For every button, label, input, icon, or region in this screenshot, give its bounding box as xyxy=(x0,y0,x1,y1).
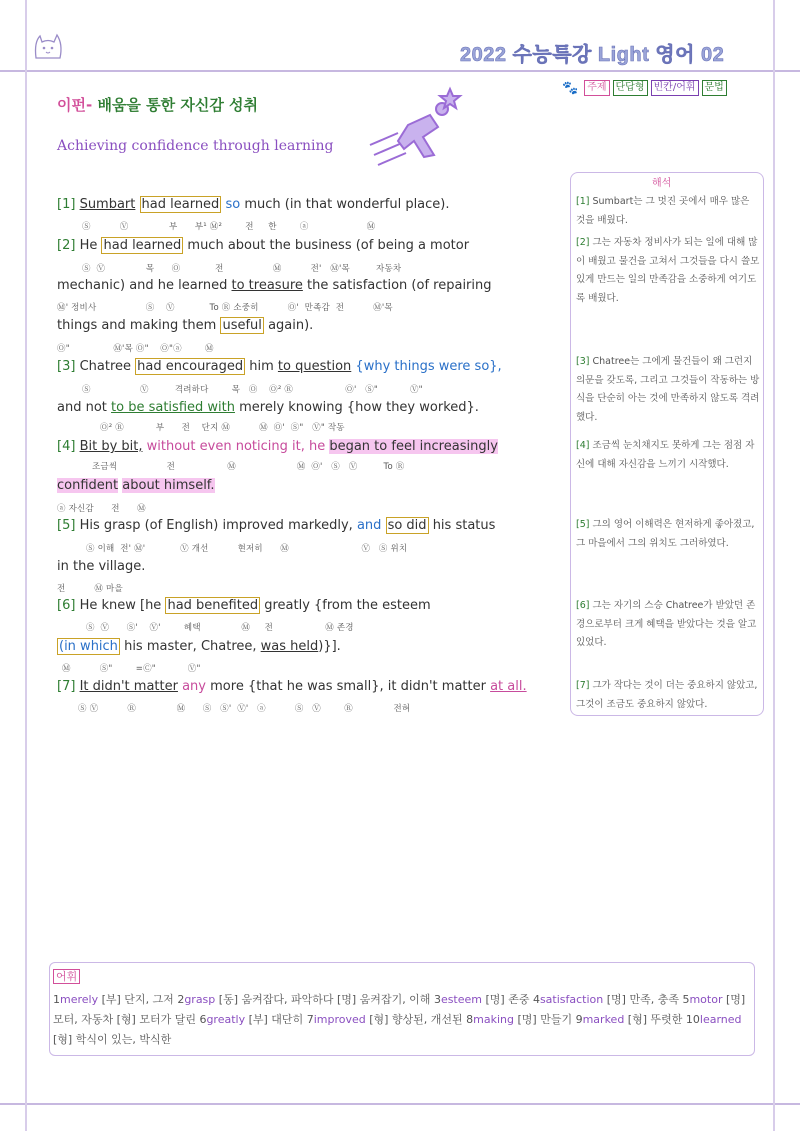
annotation: Ⓞ" Ⓜ'목 Ⓞ" Ⓞ"ⓐ Ⓜ xyxy=(57,344,214,354)
sentence-4-cont xyxy=(57,478,215,493)
verb-box: had learned xyxy=(103,238,182,253)
phrase: Bit by bit, xyxy=(79,439,143,454)
vocab-word: marked xyxy=(582,1013,625,1026)
annotation: Ⓜ Ⓢ" =Ⓒ" Ⓥ" xyxy=(62,664,201,674)
phrase: his master, Chatree, xyxy=(124,639,257,654)
vocab-item xyxy=(199,1013,306,1026)
vocab-item xyxy=(53,993,177,1006)
phrase: in the village. xyxy=(57,559,146,574)
title-korean: 배움을 통한 자신감 성취 xyxy=(97,96,259,114)
phrase: more {that he was small}, it didn't matter xyxy=(210,679,486,694)
phrase: merely knowing {how they worked}. xyxy=(239,400,479,415)
phrase: He knew [he xyxy=(79,598,162,613)
vocab-definition: [형] 뚜렷한 xyxy=(624,1013,686,1026)
translation-1: [1] Sumbart는 그 멋진 곳에서 매우 많은 것을 배웠다. xyxy=(576,196,750,226)
tag-grammar[interactable]: 문법 xyxy=(702,80,727,96)
annotation: Ⓜ' 정비사 Ⓢ Ⓥ To Ⓡ 소중히 Ⓞ' 만족감 전 Ⓜ'목 xyxy=(57,303,393,313)
sentence-4 xyxy=(57,439,498,454)
phrase: much about the business (of being a motor xyxy=(187,238,470,253)
phrase: greatly {from the esteem xyxy=(264,598,431,613)
annotation: Ⓢ Ⓥ 격려하다 목 Ⓞ Ⓞ² Ⓡ Ⓞ' Ⓢ" Ⓥ" xyxy=(82,385,423,395)
annotation: ⓐ 자신감 전 Ⓜ xyxy=(57,504,146,514)
vocab-definition: [명] 만들기 xyxy=(514,1013,576,1026)
phrase: )}]. xyxy=(318,639,341,654)
vocabulary-title: 어휘 xyxy=(53,969,80,984)
vocab-definition: [동] 움켜잡다, 파악하다 [명] 움켜잡기, 이해 xyxy=(215,993,434,1006)
vocab-definition: [명] 만족, 충족 xyxy=(603,993,683,1006)
phrase: at all. xyxy=(490,679,527,694)
vocab-word: greatly xyxy=(206,1013,246,1026)
vocab-definition: [부] 대단히 xyxy=(245,1013,307,1026)
sentence-2-cont xyxy=(57,278,492,293)
object: him xyxy=(249,359,274,374)
vocab-number: 8 xyxy=(466,1013,474,1026)
phrase: again). xyxy=(268,318,314,333)
verb-box: had benefited xyxy=(167,598,259,613)
vocab-number: 6 xyxy=(199,1013,207,1026)
vocab-number: 2 xyxy=(177,993,185,1006)
phrase: much (in that wonderful place). xyxy=(244,197,450,212)
conjunction: and xyxy=(356,518,382,533)
sentence-3 xyxy=(57,359,502,374)
vocabulary-list xyxy=(53,990,751,1050)
running-figure-icon xyxy=(368,85,468,175)
sentence-3-cont xyxy=(57,400,479,415)
phrase: and not xyxy=(57,400,107,415)
tag-row xyxy=(562,80,727,96)
subject: Chatree xyxy=(79,359,131,374)
cat-logo-icon xyxy=(30,28,66,64)
translation-4: [4] 조금씩 눈치채지도 못하게 그는 점점 자신에 대해 자신감을 느끼기 시작했다. xyxy=(576,440,755,470)
to-infinitive: to be satisfied with xyxy=(111,400,235,415)
inversion-box: so did xyxy=(387,518,427,533)
tag-blank-vocab[interactable]: 빈칸/어휘 xyxy=(651,80,699,96)
vocab-word: motor xyxy=(689,993,723,1006)
vocab-word: satisfaction xyxy=(539,993,604,1006)
highlight: began to feel increasingly xyxy=(329,439,498,454)
sentence-1 xyxy=(57,197,450,212)
sentence-5-cont xyxy=(57,559,145,574)
right-border xyxy=(773,0,775,1131)
phrase: without even noticing it, he xyxy=(146,439,326,454)
sentence-number: [4] xyxy=(57,439,76,454)
vocab-definition: [명] 모터, 자동차 [형] 모터가 달린 xyxy=(53,993,746,1026)
phrase: mechanic) and he learned xyxy=(57,278,228,293)
sentence-7 xyxy=(57,679,527,694)
vocab-item xyxy=(533,993,683,1006)
to-infinitive: to treasure xyxy=(231,278,303,293)
header-title: 2022 수능특강 Light 영어 02 xyxy=(460,44,725,66)
vocab-definition: [형] 학식이 있는, 박식한 xyxy=(53,1033,172,1046)
phrase: any xyxy=(182,679,206,694)
subject: Sumbart xyxy=(79,197,136,212)
sentence-number: [3] xyxy=(57,359,76,374)
paw-icon: 🐾 xyxy=(562,80,579,96)
verb-box: had learned xyxy=(141,197,220,212)
title-prefix: 이펀- xyxy=(57,96,93,114)
annotation: Ⓞ² Ⓡ 부 전 단지 Ⓜ Ⓜ Ⓞ' Ⓢ" Ⓥ" 작동 xyxy=(100,423,345,433)
sentence-6 xyxy=(57,598,431,613)
translation-2: [2] 그는 자동차 정비사가 되는 일에 대해 많이 배웠고 물건을 고쳐서 그것들을 다시 쓸모 있게 만드는 일의 만족감을 소중하게 여기도록 배웠다. xyxy=(576,237,760,304)
vocab-word: grasp xyxy=(184,993,216,1006)
annotation: Ⓢ Ⓥ Ⓡ Ⓜ Ⓢ Ⓢ' Ⓥ' ⓐ Ⓢ Ⓥ Ⓡ 전혀 xyxy=(78,704,411,714)
annotation: Ⓢ Ⓥ Ⓢ' Ⓥ' 혜택 Ⓜ 전 Ⓜ 존경 xyxy=(86,623,354,633)
title-english: Achieving confidence through learning xyxy=(57,138,334,154)
vocab-number: 1 xyxy=(53,993,60,1006)
annotation: Ⓢ Ⓥ 목 Ⓞ 전 Ⓜ 전' Ⓜ'목 자동차 xyxy=(82,264,402,274)
sentence-number: [1] xyxy=(57,197,76,212)
vocab-number: 4 xyxy=(532,993,540,1006)
vocab-number: 9 xyxy=(575,1013,583,1026)
vocab-item xyxy=(576,1013,686,1026)
translation-5: [5] 그의 영어 이해력은 현저하게 좋아졌고, 그 마을에서 그의 위치도 그러하였다. xyxy=(576,519,755,549)
left-border xyxy=(25,0,27,1131)
sentence-number: [2] xyxy=(57,238,76,253)
translation-6: [6] 그는 자기의 스승 Chatree가 받았던 존경으로부터 크게 혜택을 받았다는 것을 알고 있었다. xyxy=(576,600,757,648)
subject: He xyxy=(79,238,98,253)
vocab-item xyxy=(307,1013,466,1026)
translation-title: 해석 xyxy=(652,178,672,189)
complement-box: useful xyxy=(222,318,262,333)
to-infinitive: to question xyxy=(277,359,352,374)
page-title xyxy=(57,94,258,115)
vocab-number: 10 xyxy=(685,1013,700,1026)
sentence-2-end xyxy=(57,318,313,333)
vocab-word: learned xyxy=(699,1013,742,1026)
phrase: It didn't matter xyxy=(79,679,178,694)
top-border xyxy=(0,70,800,72)
verb-box: had encouraged xyxy=(137,359,244,374)
vocab-definition: [형] 향상된, 개선된 xyxy=(365,1013,467,1026)
phrase: his status xyxy=(432,518,496,533)
vocab-definition: [명] 존중 xyxy=(482,993,533,1006)
vocab-definition: [부] 단지, 그저 xyxy=(98,993,178,1006)
vocab-word: improved xyxy=(313,1013,366,1026)
vocab-item xyxy=(434,993,533,1006)
vocab-number: 7 xyxy=(306,1013,314,1026)
tag-short-answer[interactable]: 단답형 xyxy=(613,80,648,96)
highlight: confident xyxy=(57,478,119,493)
relative-box: (in which xyxy=(59,639,118,654)
annotation: Ⓢ Ⓥ 부 부¹ Ⓜ² 전 한 ⓐ Ⓜ xyxy=(82,222,376,232)
sentence-5 xyxy=(57,518,495,533)
clause: {why things were so}, xyxy=(355,359,502,374)
sentence-number: [7] xyxy=(57,679,76,694)
translation-7: [7] 그가 작다는 것이 더는 중요하지 않았고, 그것이 조금도 중요하지 않았다. xyxy=(576,680,758,710)
vocab-item xyxy=(466,1013,575,1026)
tag-topic[interactable]: 주제 xyxy=(584,80,609,96)
bottom-border xyxy=(0,1103,800,1105)
sentence-2 xyxy=(57,238,469,253)
verb: was held xyxy=(260,639,319,654)
phrase: things and making them xyxy=(57,318,217,333)
vocab-word: merely xyxy=(60,993,99,1006)
annotation: Ⓢ 이해 전' Ⓜ' Ⓥ 개선 현저히 Ⓜ Ⓥ Ⓢ 위치 xyxy=(86,544,408,554)
annotation: 조금씩 전 Ⓜ Ⓜ Ⓞ' Ⓢ Ⓥ To Ⓡ xyxy=(92,462,405,472)
phrase: His grasp (of English) improved markedly, xyxy=(79,518,353,533)
vocab-word: making xyxy=(473,1013,515,1026)
annotation: 전 Ⓜ 마을 xyxy=(57,584,123,594)
vocab-number: 5 xyxy=(682,993,690,1006)
sentence-number: [6] xyxy=(57,598,76,613)
vocab-number: 3 xyxy=(433,993,441,1006)
sentence-number: [5] xyxy=(57,518,76,533)
translation-3: [3] Chatree는 그에게 물건들이 왜 그런지 의문을 갖도록, 그리고 그것들이 작동하는 방식을 단순히 아는 것에 만족하지 않도록 격려했다. xyxy=(576,356,760,423)
highlight: about himself. xyxy=(122,478,215,493)
vocab-word: esteem xyxy=(440,993,482,1006)
sentence-6-cont xyxy=(57,639,341,654)
adverb: so xyxy=(225,197,241,212)
phrase: the satisfaction (of repairing xyxy=(307,278,492,293)
vocab-item xyxy=(177,993,434,1006)
